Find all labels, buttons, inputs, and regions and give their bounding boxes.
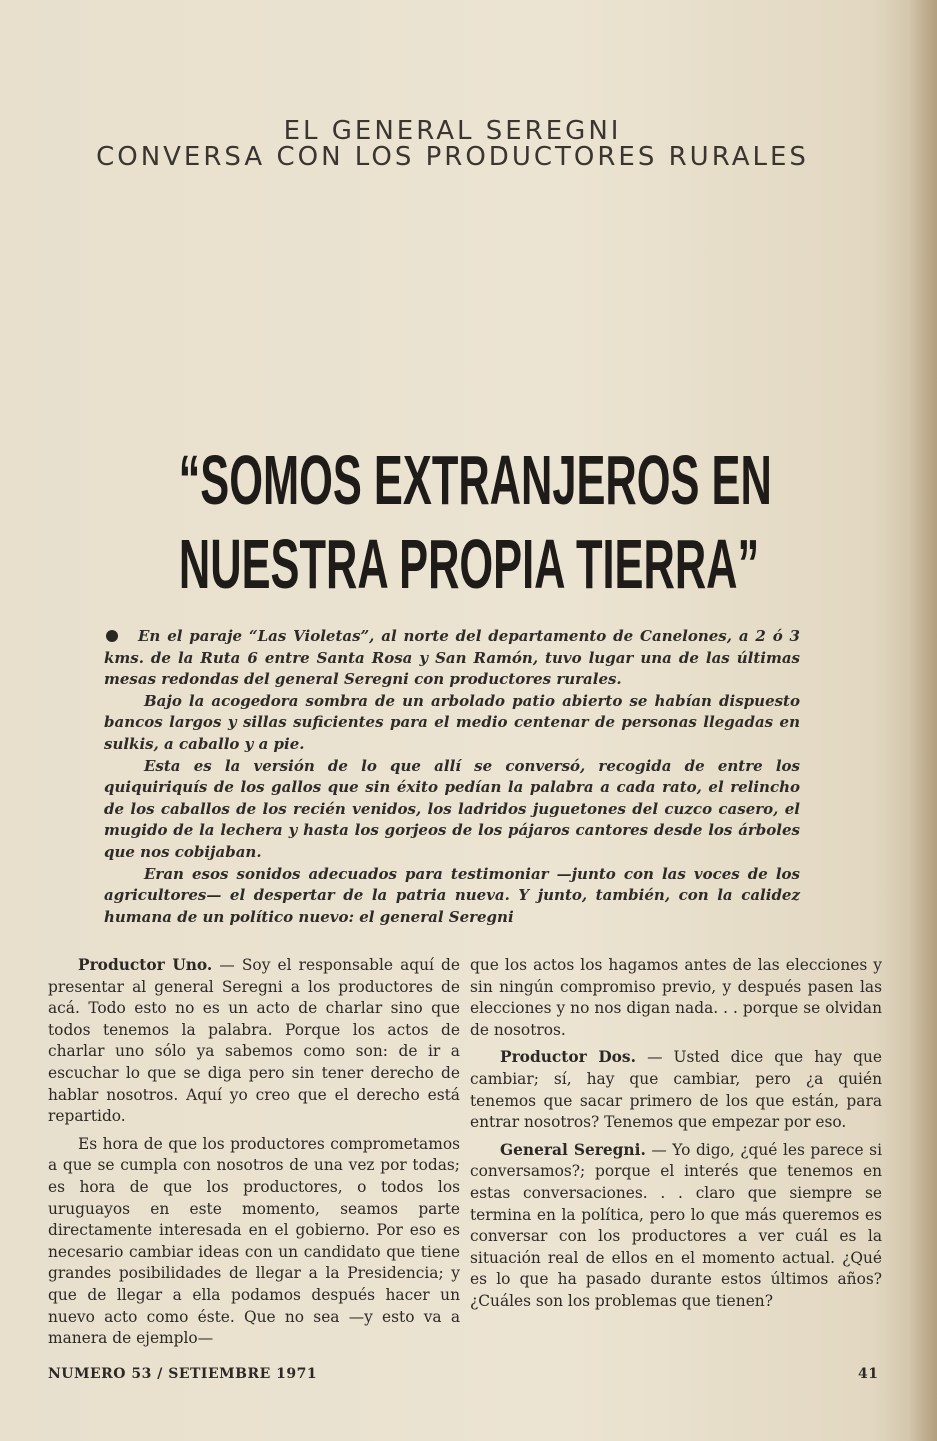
bullet-icon	[106, 630, 118, 642]
headline-line-1: “SOMOS EXTRANJEROS EN	[178, 441, 772, 519]
speaker-name: Productor Dos.	[500, 1048, 636, 1067]
lead-paragraphs	[104, 626, 800, 928]
paragraph-text: — Usted dice que hay que cambiar; sí, hay que cambiar, pero ¿a quién tenemos que sacar primero de los que están, para entrar nosotros? Tenemos que empezar por eso.	[470, 1048, 883, 1132]
headline-line-2: NUESTRA PROPIA TIERRA”	[178, 525, 760, 603]
kicker-line-2: CONVERSA CON LOS PRODUCTORES RURALES	[96, 142, 809, 172]
body-paragraph	[470, 1140, 882, 1313]
body-column-right	[470, 955, 882, 1319]
page-edge-shadow	[909, 0, 937, 1441]
body-paragraph	[470, 955, 882, 1041]
lead-paragraph-1-text: En el paraje “Las Violetas”, al norte del departamento de Canelones, a 2 ó 3 kms. de la Ruta 6 entre Santa Rosa y San Ramón, tuvo lugar una de las últimas mesas redondas del general Seregni con productores rurales.	[104, 627, 800, 689]
speaker-name: General Seregni.	[500, 1140, 646, 1159]
issue-footer: NUMERO 53 / SETIEMBRE 1971	[48, 1366, 318, 1382]
kicker-line-1: EL GENERAL SEREGNI	[283, 116, 622, 146]
paragraph-text: — Yo digo, ¿qué les parece si conversamos?; porque el interés que tenemos en estas conversaciones. . . claro que siempre se termina en la política, pero lo que más queremos es conversar con los productores a ver cuál es la situación real de ellos en el momento actual. ¿Qué es lo que ha pasado durante estos últimos años? ¿Cuáles son los problemas que tienen?	[470, 1140, 882, 1310]
lead-paragraph-4: Eran esos sonidos adecuados para testimoniar —junto con las voces de los agricultores— el despertar de la patria nueva. Y junto, también, con la calidez humana de un político nuevo: el general Seregni	[104, 864, 800, 926]
lead-paragraph-3: Esta es la versión de lo que allí se conversó, recogida de entre los quiquiriquís de los gallos que sin éxito pedían la palabra a cada rato, el relincho de los caballos de los recién venidos, los ladridos juguetones del cuzco casero, el mugido de la lechera y hasta los gorjeos de los pájaros cantores desde los árboles que nos cobijaban.	[104, 756, 800, 861]
paragraph-text: que los actos los hagamos antes de las elecciones y sin ningún compromiso previo, y después pasen las elecciones y no nos digan nada. . . porque se olvidan de nosotros.	[470, 956, 882, 1039]
body-paragraph	[470, 1047, 882, 1133]
paragraph-text: — Soy el responsable aquí de presentar al general Seregni a los productores de acá. Todo esto no es un acto de charlar sino que todos tenemos la palabra. Porque los actos de charlar uno sólo ya sabemos como son: de ir a escuchar lo que se diga pero sin tener derecho de hablar nosotros. Aquí yo creo que el derecho está repartido.	[48, 956, 461, 1126]
speaker-name: Productor Uno.	[78, 956, 213, 974]
lead-paragraph-2: Bajo la acogedora sombra de un arbolado patio abierto se habían dispuesto bancos largos y sillas suficientes para el medio centenar de personas llegadas en sulkis, a caballo y a pie.	[104, 691, 800, 753]
body-paragraph	[48, 955, 460, 1128]
body-column-left	[48, 955, 460, 1356]
body-paragraph	[48, 1134, 460, 1350]
page-number: 41	[858, 1366, 879, 1382]
paragraph-text: Es hora de que los productores comprometamos a que se cumpla con nosotros de una vez por todas; es hora de que los productores, o todos los uruguayos en este momento, seamos parte directamente interesada en el gobierno. Por eso es necesario cambiar ideas con un candidato que tiene grandes posibilidades de llegar a la Presidencia; y que de llegar a ella podamos después hacer un nuevo acto como éste. Que no sea —y esto va a manera de ejemplo—	[48, 1134, 460, 1348]
lead-paragraph-1	[104, 626, 800, 691]
